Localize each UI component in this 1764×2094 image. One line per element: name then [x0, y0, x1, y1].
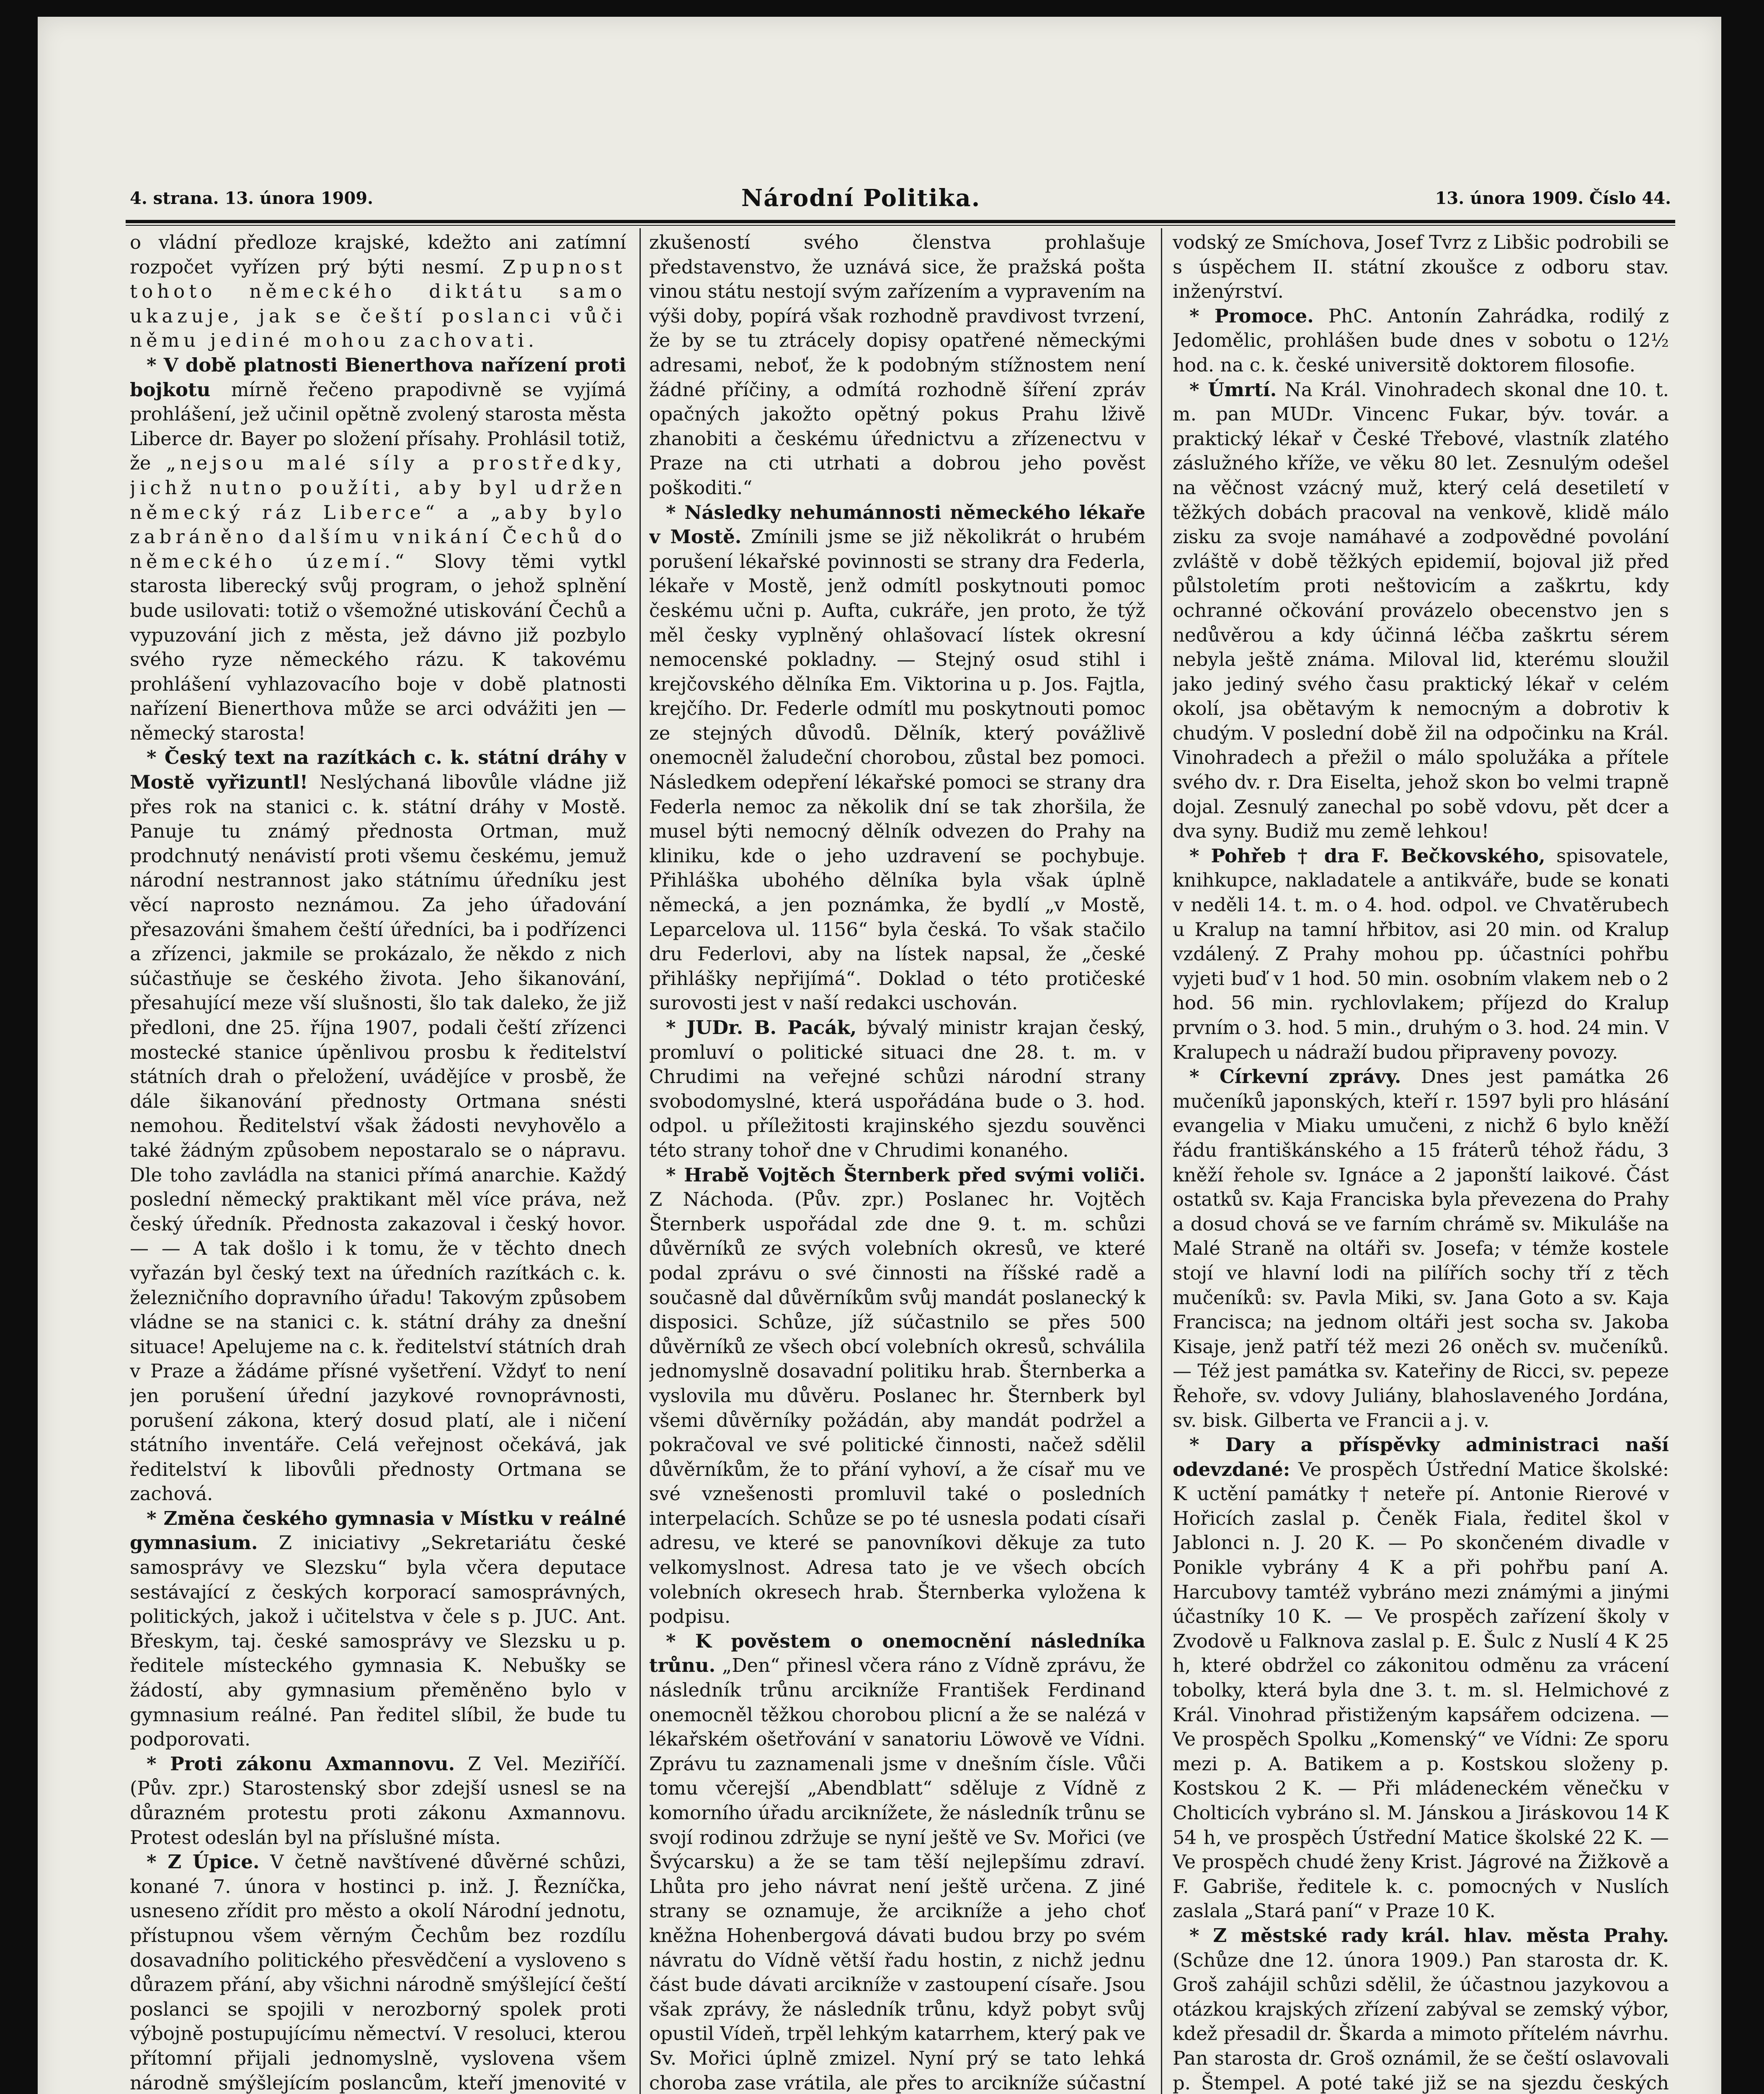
- article-text-spaced: „nejsou malé síly a prostředky, jichž nutno použíti, aby byl udržen německý ráz Liberce“ a „aby bylo zabráněno dalšímu vnikání Čechů do německého území.“: [130, 452, 626, 572]
- article-headline: * V době platnosti Bienerthova nařízení proti bojkotu: [130, 353, 626, 401]
- article-text: „Den“ přinesl včera ráno z Vídně zprávu, že následník trůnu arcikníže František Ferdinand onemocněl těžkou chorobou plicní a že se nalézá v lékařském ošetřování v sanatoriu Löwově ve Vídni. Zprávu tu zaznamenali jsme v dnešním čísle. Vůči tomu včerejší „Abendblatt“ sděluje z Vídně z komorního úřadu arciknížete, že následník trůnu se svojí rodinou zdržuje se nyní ještě ve Sv. Mořici (ve Švýcarsku) a že se tam těší nejlepšímu zdraví. Lhůta pro jeho návrat není ještě určena. Z jiné strany se oznamuje, že arcikníže a jeho choť kněžna Hohenbergová dávati budou brzy po svém návratu do Vídně větší řadu hostin, z nichž jednu část bude dávati arcikníže v zastoupení císaře. Jsou však zprávy, že následník trůnu, když pobyt svůj opustil Vídeň, trpěl lehkým katarrhem, který pak ve Sv. Mořici úplně zmizel. Nyní prý se tato lehká choroba zase vrátila, ale přes to arcikníže súčastní: [649, 1654, 1145, 2094]
- article-headline: * Z Úpice.: [147, 1851, 260, 1873]
- column-separator: [640, 228, 641, 2094]
- article-text: Z iniciativy „Sekretariátu české samosprávy ve Slezsku“ byla včera deputace sestávající z českých korporací samosprávných, politických, jakož i učitelstva v čele s p. JUC. Ant. Břeskym, taj. české samosprávy ve Slezsku u p. ředitele místeckého gymnasia K. Nebušky se žádostí, aby gymnasium přeměněno bylo v gymnasium reálné. Pan ředitel slíbil, že bude tu podporovati.: [130, 1532, 626, 1751]
- article-headline: * Z městské rady král. hlav. města Prahy.: [1189, 1924, 1669, 1947]
- page-header: [130, 184, 1671, 218]
- article-text: Z Náchoda. (Pův. zpr.) Poslanec hr. Vojtěch Šternberk uspořádal zde dne 9. t. m. schůzi důvěrníků ze svých volebních okresů, ve které podal zprávu o své činnosti na říšské radě a současně dal důvěrníkům svůj mandát poslanecký k disposici. Schůze, jíž súčastnilo se přes 500 důvěrníků ze všech obcí volebních okresů, schválila jednomyslně dosavadní politiku hrab. Šternberka a vyslovila mu důvěru. Poslanec hr. Šternberk byl všemi důvěrníky požádán, aby mandát podržel a pokračoval ve své politické činnosti, načež sdělil důvěrníkům, že to přání vyhoví, a že císař mu ve své vznešenosti promluvil také o posledních interpelacích. Schůze se po té usnesla podati císaři adresu, ve které se panovníkovi děkuje za tuto velkomyslnost. Adresa tato je ve všech obcích volebních okresech hrab. Šternberka vyložena k podpisu.: [649, 1188, 1145, 1628]
- article-text: Ve prospěch Ústřední Matice školské: K uctění památky † neteře pí. Antonie Rierové v Hořicích zaslal p. Čeněk Fiala, ředitel škol v Jablonci n. J. 20 K. — Po skončeném divadle v Ponikle vybrány 4 K a při pohřbu paní A. Harcubovy tamtéž vybráno mezi známými a jinými účastníky 10 K. — Ve prospěch zařízení školy v Zvodově u Falknova zaslal p. E. Šulc z Nuslí 4 K 25 h, které obdržel co zákonitou odměnu za vrácení tobolky, která byla dne 3. t. m. sl. Helmichové z Král. Vinohrad přistiženým kapsářem odcizena. — Ve prospěch Spolku „Komenský“ ve Vídni: Ze sporu mezi p. A. Batikem a p. Kostskou složeny p. Kostskou 2 K. — Při mládeneckém věnečku v Cholticích vybráno sl. M. Jánskou a Jiráskovou 14 K 54 h, ve prospěch Ústřední Matice školské 22 K. — Ve prospěch chudé ženy Krist. Jágrové na Žižkově a F. Gabriše, ředitele k. c. pomocných v Nuslích zaslala „Stará paní“ v Praze 10 K.: [1173, 1458, 1669, 1922]
- article-headline: * Následky nehumánnosti německého lékaře v Mostě.: [649, 501, 1145, 548]
- text-column-2: [649, 230, 1145, 2094]
- article-text: Dnes jest památka 26 mučeníků japonských, kteří r. 1597 byli pro hlásání evangelia v Miaku umučeni, z nichž 6 bylo kněží řádu františkánského a 15 fráterů téhož řádu, 3 kněží řehole sv. Ignáce a 2 japonští laikové. Část ostatků sv. Kaja Franciska byla převezena do Prahy a dosud chová se ve farním chrámě sv. Mikuláše na Malé Straně na oltáři sv. Josefa; v témže kostele stojí ve hlavní lodi na pilířích sochy tří z těch mučeníků: sv. Pavla Miki, sv. Jana Goto a sv. Kaja Francisca; na jednom oltáři jest socha sv. Jakoba Kisaje, jenž patří též mezi 26 oněch sv. mučeníků. — Též jest památka sv. Kateřiny de Ricci, sv. pepeze Řehoře, sv. vdovy Juliány, blahoslaveného Jordána, sv. bisk. Gilberta ve Francii a j. v.: [1173, 1065, 1669, 1431]
- article-text: vodský ze Smíchova, Josef Tvrz z Libšic podrobili se s úspěchem II. státní zkoušce z odboru stav. inženýrství.: [1173, 231, 1669, 303]
- header-page-date: 4. strana. 13. února 1909.: [130, 188, 374, 208]
- text-column-1: [130, 230, 626, 2094]
- article-text: o vládní předloze krajské, kdežto ani zatímní rozpočet vyřízen prý býti nesmí.: [130, 231, 626, 278]
- article-headline: * Proti zákonu Axmannovu.: [147, 1752, 455, 1775]
- article-headline: * Hrabě Vojtěch Šternberk před svými voliči.: [666, 1163, 1145, 1186]
- article-headline: * Český text na razítkách c. k. státní dráhy v Mostě vyřizuntl!: [130, 746, 626, 794]
- article-text: Zmínili jsme se již několikrát o hrubém porušení lékařské povinnosti se strany dra Federla, lékaře v Mostě, jenž odmítl poskytnouti pomoc českému učni p. Aufta, cukráře, jen proto, že týž měl česky vyplněný ohlašovací lístek okresní nemocenské pokladny. — Stejný osud stihl i krejčovského dělníka Em. Viktorina u p. Jos. Fajtla, krejčího. Dr. Federle odmítl mu poskytnouti pomoc ze stejných důvodů. Dělník, který povážlivě onemocněl žaludeční chorobou, zůstal bez pomoci. Následkem odepření lékařské pomoci se strany dra Federla nemoc za několik dní se tak zhoršila, že musel býti nemocný dělník odvezen do Prahy na kliniku, kde o jeho uzdravení se pochybuje. Přihláška ubohého dělníka byla však úplně německá, a jen poznámka, že bydlí „v Mostě, Leparcelova ul. 1156“ byla česká. To však stačilo dru Federlovi, aby na lístek napsal, že „české přihlášky nepřijímá“. Doklad o této protičeské surovosti jest v naší redakci uschován.: [649, 526, 1145, 1014]
- article-text: Slovy těmi vytkl starosta liberecký svůj program, o jehož splnění bude usilovati: totiž o všemožné utiskování Čechů a vypuzování jich z města, jež dávno již pozbylo svého ryze německého rázu. K takovému prohlášení vyhlazovacího boje v době platnosti nařízení Bienerthova může se arci odvážiti jen — německý starosta!: [130, 550, 626, 744]
- header-rule: [126, 220, 1675, 223]
- article-text: bývalý ministr krajan český, promluví o politické situaci dne 28. t. m. v Chrudimi na veřejné schůzi národní strany svobodomyslné, která uspořádána bude o 3. hod. odpol. u příležitosti krajinského sjezdu souvěnci této strany tohoř dne v Chrudimi konaného.: [649, 1016, 1145, 1161]
- article-headline: * K pověstem o onemocnění následníka trůnu.: [649, 1630, 1145, 1677]
- article-text: V četně navštívené důvěrné schůzi, konané 7. února v hostinci p. inž. J. Řezníčka, usneseno zřídit pro město a okolí Národní jednotu, přístupnou všem věrným Čechům bez rozdílu dosavadního politického přesvědčení a vysloveno s důrazem přání, aby všichni národně smýšlející čeští poslanci se spojili v nerozborný spolek proti výbojně postupujícímu němectví. V resoluci, kterou přítomní přijali jednomyslně, vyslovena všem národně smýšlejícím poslancům, kteří jmenovité v: [130, 1851, 626, 2094]
- article-headline: * Dary a příspěvky administraci naší odevzdané:: [1173, 1434, 1669, 1480]
- article-text: Neslýchaná libovůle vládne již přes rok na stanici c. k. státní dráhy v Mostě. Panuje tu známý přednosta Ortman, muž prodchnutý nenávistí proti všemu českému, jemuž národní nestrannost jako státnímu úředníku jest věcí naprosto neznámou. Za jeho úřadování přesazováni šmahem čeští úředníci, ba i podřízenci a zřízenci, jakmile se prokázalo, že někdo z nich súčastňuje se českého života. Jeho šikanování, přesahující meze vší slušnosti, šlo tak daleko, že již předloni, dne 25. října 1907, podali čeští zřízenci mostecké stanice úpěnlivou prosbu k ředitelství státních drah o přeložení, uvádějíce v prosbě, že dále šikanování přednosty Ortmana snésti nemohou. Ředitelství však žádosti nevyhovělo a také žádným způsobem nepostaralo se o nápravu. Dle toho zavládla na stanici přímá anarchie. Každý poslední německý praktikant měl více práva, než český úředník. Přednosta zakazoval i český hovor. — — A tak došlo i k tomu, že v těchto dnech vyřazán byl český text na úředních razítkách c. k. železničního dopravního úřadu! Takovým způsobem vládne se na stanici c. k. státní dráhy za dnešní situace! Apelujeme na c. k. ředitelství státních drah v Praze a žádáme přísné vyšetření. Vždyť to není jen porušení úřední jazykové rovnoprávnosti, porušení zákona, který dosud platí, ale i ničení státního inventáře. Celá veřejnost očekává, jak ředitelství k libovůli přednosty Ortmana se zachová.: [130, 771, 626, 1505]
- text-column-3: [1173, 230, 1669, 2094]
- article-text: zkušeností svého členstva prohlašuje představenstvo, že uznává sice, že pražská pošta vinou státu nestojí svým zařízením a vypravením na výši doby, popírá však rozhodně pravdivost tvrzení, že by se tu ztrácely dopisy opatřené německými adresami, neboť, že k podobným stížnostem není žádné příčiny, a odmítá rozhodně šíření zpráv opačných jakožto opětný pokus Prahu lživě zhanobiti a českému úřednictvu a zřízenectvu v Praze na cti utrhati a dobrou jeho pověst poškoditi.“: [649, 231, 1145, 499]
- article-text: PhC. Antonín Zahrádka, rodilý z Jedomělic, prohlášen bude dnes v sobotu o 12½ hod. na c. k. české universitě doktorem filosofie.: [1173, 304, 1669, 376]
- article-text: Na Král. Vinohradech skonal dne 10. t. m. pan MUDr. Vincenc Fukar, býv. továr. a praktický lékař v České Třebové, vlastník zlatého záslužného kříže, ve věku 80 let. Zesnulým odešel na věčnost vzácný muž, který celá desetiletí v těžkých dobách pracoval na venkově, klidě málo zisku za svoje namáhavé a zodpovědné povolání zvláště v době těžkých epidemií, bojoval již před půlstoletím proti neštovicím a zaškrtu, kdy ochranné očkování provázelo obecenstvo jen s nedůvěrou a kdy účinná léčba zaškrtu sérem nebyla ještě známa. Miloval lid, kterému sloužil jako jediný svého času praktický lékař v celém okolí, jsa obětavým k nemocným a dobrotiv k chudým. V poslední době žil na odpočinku na Král. Vinohradech a přežil o málo spolužáka a přítele svého dv. r. Dra Eiselta, jehož skon bo velmi trapně dojal. Zesnulý zanechal po sobě vdovu, pět dcer a dva syny. Budiž mu země lehkou!: [1173, 378, 1669, 843]
- article-headline: * Církevní zprávy.: [1189, 1065, 1401, 1088]
- masthead-title: Národní Politika.: [741, 184, 981, 212]
- article-headline: * Úmrtí.: [1189, 378, 1277, 401]
- header-date-issue: 13. února 1909. Číslo 44.: [1435, 188, 1671, 208]
- column-separator: [1161, 228, 1162, 2094]
- article-headline: * Změna českého gymnasia v Místku v reálné gymnasium.: [130, 1507, 626, 1554]
- header-rule-thin: [126, 225, 1675, 226]
- article-headline: * JUDr. B. Pacák,: [666, 1016, 857, 1039]
- article-text: mírně řečeno prapodivně se vyjímá prohlášení, jež učinil opětně zvolený starosta města Liberce dr. Bayer po složení přísahy. Prohlásil totiž, že: [130, 378, 626, 475]
- article-text: spisovatele, knihkupce, nakladatele a antikváře, bude se konati v neděli 14. t. m. o 4. hod. odpol. ve Chvatěrubech u Kralup na tamní hřbitov, asi 20 min. od Kralup vzdálený. Z Prahy mohou pp. účastníci pohřbu vyjeti buď v 1 hod. 50 min. osobním vlakem neb o 2 hod. 56 min. rychlovlakem; příjezd do Kralup prvním o 3. hod. 5 min., druhým o 3. hod. 24 min. V Kralupech u nádraží budou připraveny povozy.: [1173, 844, 1669, 1063]
- article-text-spaced: Zpupnost tohoto německého diktátu samo ukazuje, jak se čeští poslanci vůči němu jediné mohou zachovati.: [130, 255, 626, 352]
- article-headline: * Promoce.: [1189, 304, 1314, 327]
- article-text: Z Vel. Meziříčí. (Pův. zpr.) Starostenský sbor zdejší usnesl se na důrazném protestu proti zákonu Axmannovu. Protest odeslán byl na příslušné místa.: [130, 1752, 626, 1849]
- article-text: (Schůze dne 12. února 1909.) Pan starosta dr. K. Groš zahájil schůzi sdělil, že účastnou jazykovou a otázkou krajských zřízení zabýval se zemský výbor, kdež přesadil dr. Škarda a mimoto přítelém návrhu. Pan starosta dr. Groš oznámil, že se čeští oslavovali p. Štempel. A poté také již se na sjezdu českých: [1173, 1949, 1669, 2094]
- article-headline: * Pohřeb † dra F. Bečkovského,: [1189, 844, 1545, 867]
